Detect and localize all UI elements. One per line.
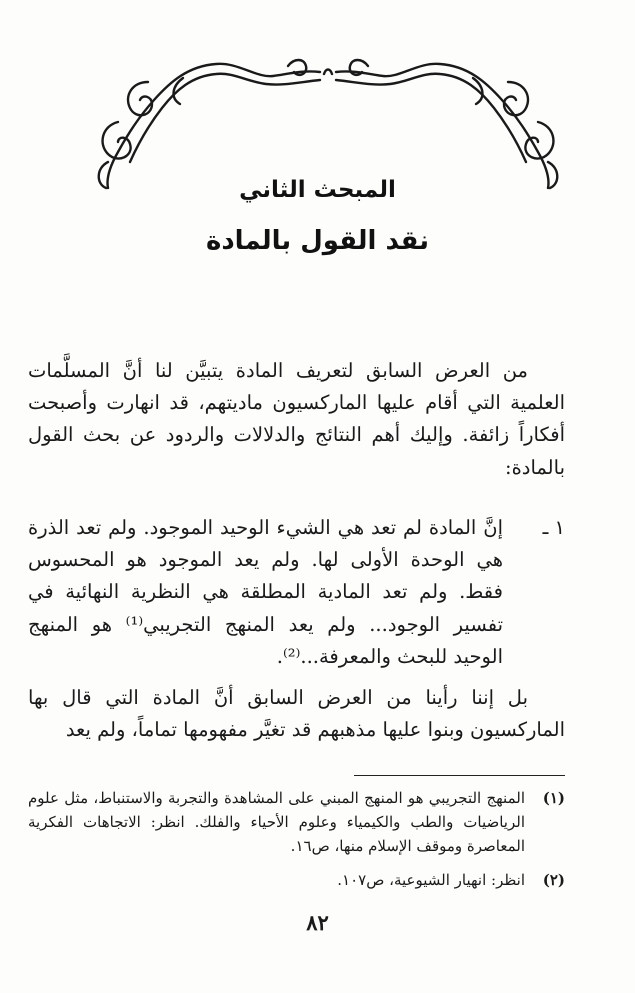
section-label: المبحث الثاني <box>239 177 396 203</box>
list-item-number: ١ ـ <box>542 516 565 539</box>
closing-paragraph: بل إننا رأينا من العرض السابق أنَّ المادة التي قال بها الماركسيون وبنوا عليها مذهبهم قد تغيَّر مفهومها تماماً، ولم يعد <box>28 686 565 742</box>
footnote <box>28 868 565 892</box>
decorative-frame-ornament <box>88 52 568 192</box>
footnote-text: المنهج التجريبي هو المنهج المبني على المشاهدة والتجربة والاستنباط، مثل علوم الرياضيات والطب والكيمياء وعلوم الأحياء والفلك. انظر: الاتجاهات الفكرية المعاصرة وموقف الإسلام منها، ص١٦. <box>28 789 525 855</box>
list-item <box>28 512 565 673</box>
chapter-title: نقد القول بالمادة <box>205 226 430 256</box>
list-item-text: إنَّ المادة لم تعد هي الشيء الوحيد الموجود. ولم تعد الذرة هي الوحدة الأولى لها. ولم يعد الموجود هو المحسوس فقط. ولم تعد المادية المطلقة هي النظرية النهائية في تفسير الوجود... ولم يعد المنهج التجريبي⁽¹⁾ هو المنهج الوحيد للبحث والمعرفة...⁽²⁾. <box>28 516 504 668</box>
footnote-separator <box>354 775 565 776</box>
footnote-marker: (٢) <box>542 871 565 889</box>
footnote <box>28 786 565 858</box>
page-number: ٨٢ <box>306 910 329 935</box>
intro-paragraph: من العرض السابق لتعريف المادة يتبيَّن لنا أنَّ المسلَّمات العلمية التي أقام عليها الماركسيون ماديتهم، قد انهارت وأصبحت أفكاراً زائفة. وإليك أهم النتائج والدلالات والردود عن بحث القول بالمادة: <box>28 359 565 479</box>
footnote-text: انظر: انهيار الشيوعية، ص١٠٧. <box>337 871 525 889</box>
footnote-marker: (١) <box>542 789 565 807</box>
